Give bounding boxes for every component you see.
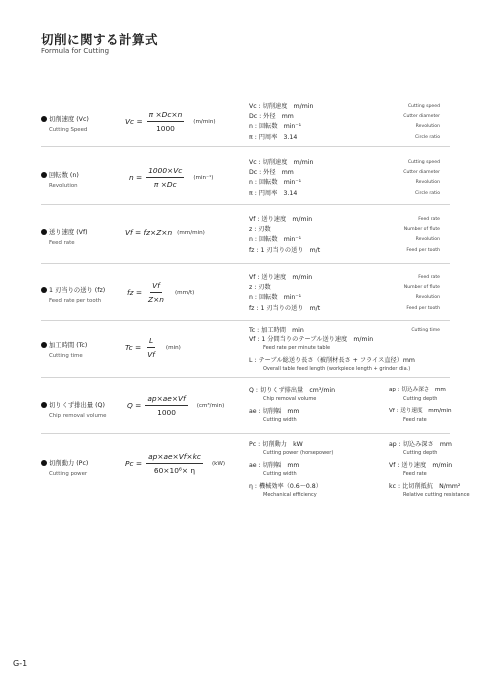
section-feed-per-tooth	[41, 271, 450, 317]
variable-definitions: Pc : 切削動力 kW Cutting power (horsepower) ae : 切削幅 mm Cutting width η : 機械効率（0.6〜0.8） Mechanical efficiency	[249, 441, 334, 498]
bullet-icon	[41, 116, 47, 122]
formula-label: 回転数 (n) Revolution	[41, 170, 79, 189]
variable-definitions: Q : 切りくず排出量 cm³/min Chip removal volume ae : 切削幅 mm Cutting width	[249, 387, 336, 423]
section-cutting-power	[41, 438, 470, 498]
variable-definitions: Vc : 切削速度 m/min Dc : 外径 mm n : 回転数 min⁻¹ π : 円周率 3.14	[249, 103, 314, 141]
section-revolution	[41, 156, 450, 202]
bullet-icon	[41, 460, 47, 466]
bullet-icon	[41, 172, 47, 178]
formula-label: 切削速度 (Vc) Cutting Speed	[41, 114, 89, 133]
page-subtitle: Formula for Cutting	[41, 47, 110, 55]
bullet-icon	[41, 287, 47, 293]
formula: fz = $\frac{Vf}{Z\times n}$ (mm/t)	[127, 281, 195, 304]
divider	[41, 377, 450, 378]
formula: Tc = $\frac{L}{Vf}$ (min)	[125, 336, 181, 359]
formula: Q = $\frac{ap\times ae\times Vf}{1000}$ (cm³/min)	[127, 394, 225, 417]
section-cutting-time	[41, 326, 450, 374]
variable-definitions: Tc : 加工時間 min Vf : 1 分間当りのテーブル送り速度 m/min Feed rate per minute table L : テーブル総送り長さ（被削材長さ + フライス直径）mm Overall table feed length (workpiece length + grinder dia.)	[249, 327, 415, 372]
formula: n = $\frac{1000\times Vc}{\pi \times Dc}$ (min⁻¹)	[129, 166, 214, 189]
formula-label: 切りくず排出量 (Q) Chip removal volume	[41, 400, 106, 419]
formula: Vf = fz×Z×n (mm/min)	[125, 228, 205, 237]
page-title: 切削に関する計算式	[41, 32, 159, 47]
formula-label: 1 刃当りの送り (fz) Feed rate per tooth	[41, 285, 105, 304]
formula-label: 切削動力 (Pc) Cutting power	[41, 458, 88, 477]
variable-definitions-right: ap : 切込み深さ mm Cutting depth Vf : 送り速度 m/min Feed rate kc : 比切削抵抗 N/mm² Relative cutting resistance	[389, 441, 470, 498]
bullet-icon	[41, 229, 47, 235]
divider	[41, 263, 450, 264]
divider	[41, 433, 450, 434]
section-cutting-speed	[41, 100, 450, 146]
formula: Pc = $\frac{ap\times ae\times Vf\times kc}{\text{60×10⁶× η}}$ (kW)	[125, 452, 226, 475]
formula-label: 加工時間 (Tc) Cutting time	[41, 340, 87, 359]
variable-definitions-en: Cutting speed Cutter diameter Revolution Circle ratio	[403, 104, 440, 140]
variable-definitions: Vc : 切削速度 m/min Dc : 外径 mm n : 回転数 min⁻¹ π : 円周率 3.14	[249, 159, 314, 197]
divider	[41, 204, 450, 205]
section-feed-rate	[41, 213, 450, 259]
page-number: G-1	[13, 659, 28, 668]
divider	[41, 146, 450, 147]
variable-definitions: Vf : 送り速度 m/min z : 刃数 n : 回転数 min⁻¹ fz : 1 刃当りの送り m/t	[249, 216, 321, 254]
variable-definitions-en: Cutting time	[411, 328, 440, 333]
formula-label: 送り速度 (Vf) Feed rate	[41, 227, 88, 246]
bullet-icon	[41, 342, 47, 348]
variable-definitions-right: ap : 切込み深さ mm Cutting depth Vf : 送り速度 mm/min Feed rate	[389, 387, 452, 423]
formula: Vc = $\frac{\pi \times Dc\times n}{1000}$ (m/min)	[125, 110, 216, 133]
bullet-icon	[41, 402, 47, 408]
variable-definitions-en: Cutting speed Cutter diameter Revolution Circle ratio	[403, 160, 440, 196]
section-chip-removal	[41, 384, 450, 430]
variable-definitions-en: Feed rate Number of flute Revolution Feed per tooth	[403, 275, 440, 311]
variable-definitions: Vf : 送り速度 m/min z : 刃数 n : 回転数 min⁻¹ fz : 1 刃当りの送り m/t	[249, 274, 321, 312]
variable-definitions-en: Feed rate Number of flute Revolution Feed per tooth	[403, 217, 440, 253]
divider	[41, 320, 450, 321]
